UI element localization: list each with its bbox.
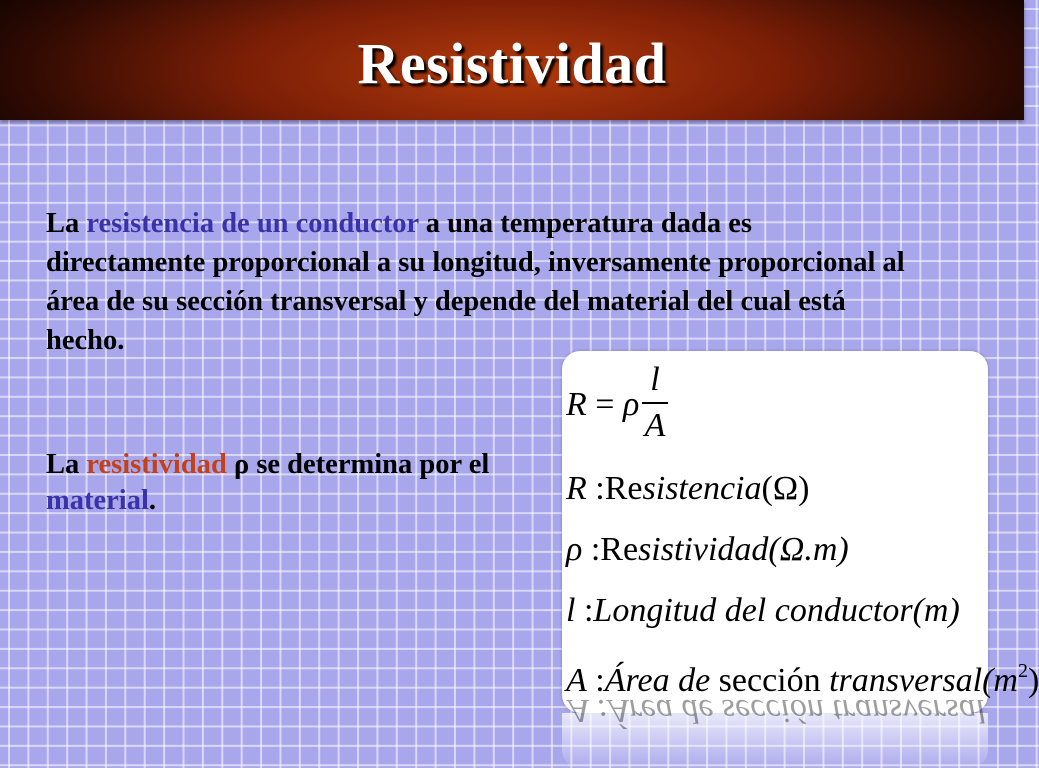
def-a-unit-open: (m: [982, 662, 1018, 699]
highlight-resistivity: resistividad: [86, 449, 227, 480]
def-l-symbol: l: [566, 592, 576, 629]
def-a-unit-close: ): [1028, 662, 1039, 699]
def-rho-sep: :: [582, 531, 601, 568]
def-r-text: sistencia: [642, 470, 762, 507]
reflection-text: [568, 691, 985, 729]
reflection-sep: :: [588, 692, 608, 729]
fraction-bar: [642, 402, 668, 404]
def-a-upright: sección: [718, 662, 821, 699]
formula-lhs: R: [566, 386, 587, 423]
def-a-text2: transversal: [820, 662, 983, 699]
def-length: [566, 592, 960, 630]
def-l-unit: (m): [912, 592, 960, 629]
formula-fraction: [642, 360, 668, 446]
def-a-unit-exponent: 2: [1018, 660, 1028, 682]
formula-reflection: [562, 692, 988, 768]
resistance-formula: [566, 386, 639, 424]
para2-text-mid: ρ se determina por el: [226, 449, 490, 480]
reflection-text2: transversal: [823, 692, 986, 729]
slide-title: Resistividad: [357, 31, 667, 96]
reflection-text1: Área de: [607, 692, 722, 729]
highlight-resistance: resistencia de un conductor: [86, 208, 419, 239]
def-resistance: [566, 470, 809, 508]
def-r-symbol: R: [566, 470, 587, 507]
para2-text-start: La: [46, 449, 87, 480]
title-bar: [0, 0, 1024, 120]
fraction-numerator: l: [650, 361, 660, 398]
def-r-sep: :: [586, 470, 605, 507]
para1-text-start: La: [46, 208, 87, 239]
reflection-symbol: A: [568, 692, 589, 729]
highlight-material: material: [46, 485, 149, 516]
fraction-denominator: A: [644, 407, 666, 444]
def-a-text1: Área de: [604, 662, 719, 699]
para2-text-end: .: [148, 485, 156, 516]
formula-equals: =: [586, 386, 623, 423]
def-rho-upright: Re: [600, 531, 639, 568]
reflection-upright: sección: [721, 692, 824, 729]
para1-text-rest: a una temperatura dada es directamente proporcional a su longitud, inversamente proporcional al área de su sección transversal y depende del material del cual está hecho.: [46, 208, 905, 356]
formula-rho: ρ: [622, 386, 640, 423]
resistivity-paragraph: [46, 447, 566, 519]
def-a-symbol: A: [566, 662, 587, 699]
def-resistivity: [566, 531, 849, 569]
def-r-unit: (Ω): [761, 470, 810, 507]
def-r-upright: Re: [604, 470, 643, 507]
def-a-sep: :: [586, 662, 605, 699]
def-rho-text: sistividad: [638, 531, 769, 568]
def-rho-symbol: ρ: [566, 531, 583, 568]
def-l-text: Longitud del conductor: [593, 592, 913, 629]
def-rho-unit: (Ω.m): [768, 531, 849, 568]
definition-paragraph: [46, 204, 906, 360]
def-l-sep: :: [575, 592, 594, 629]
